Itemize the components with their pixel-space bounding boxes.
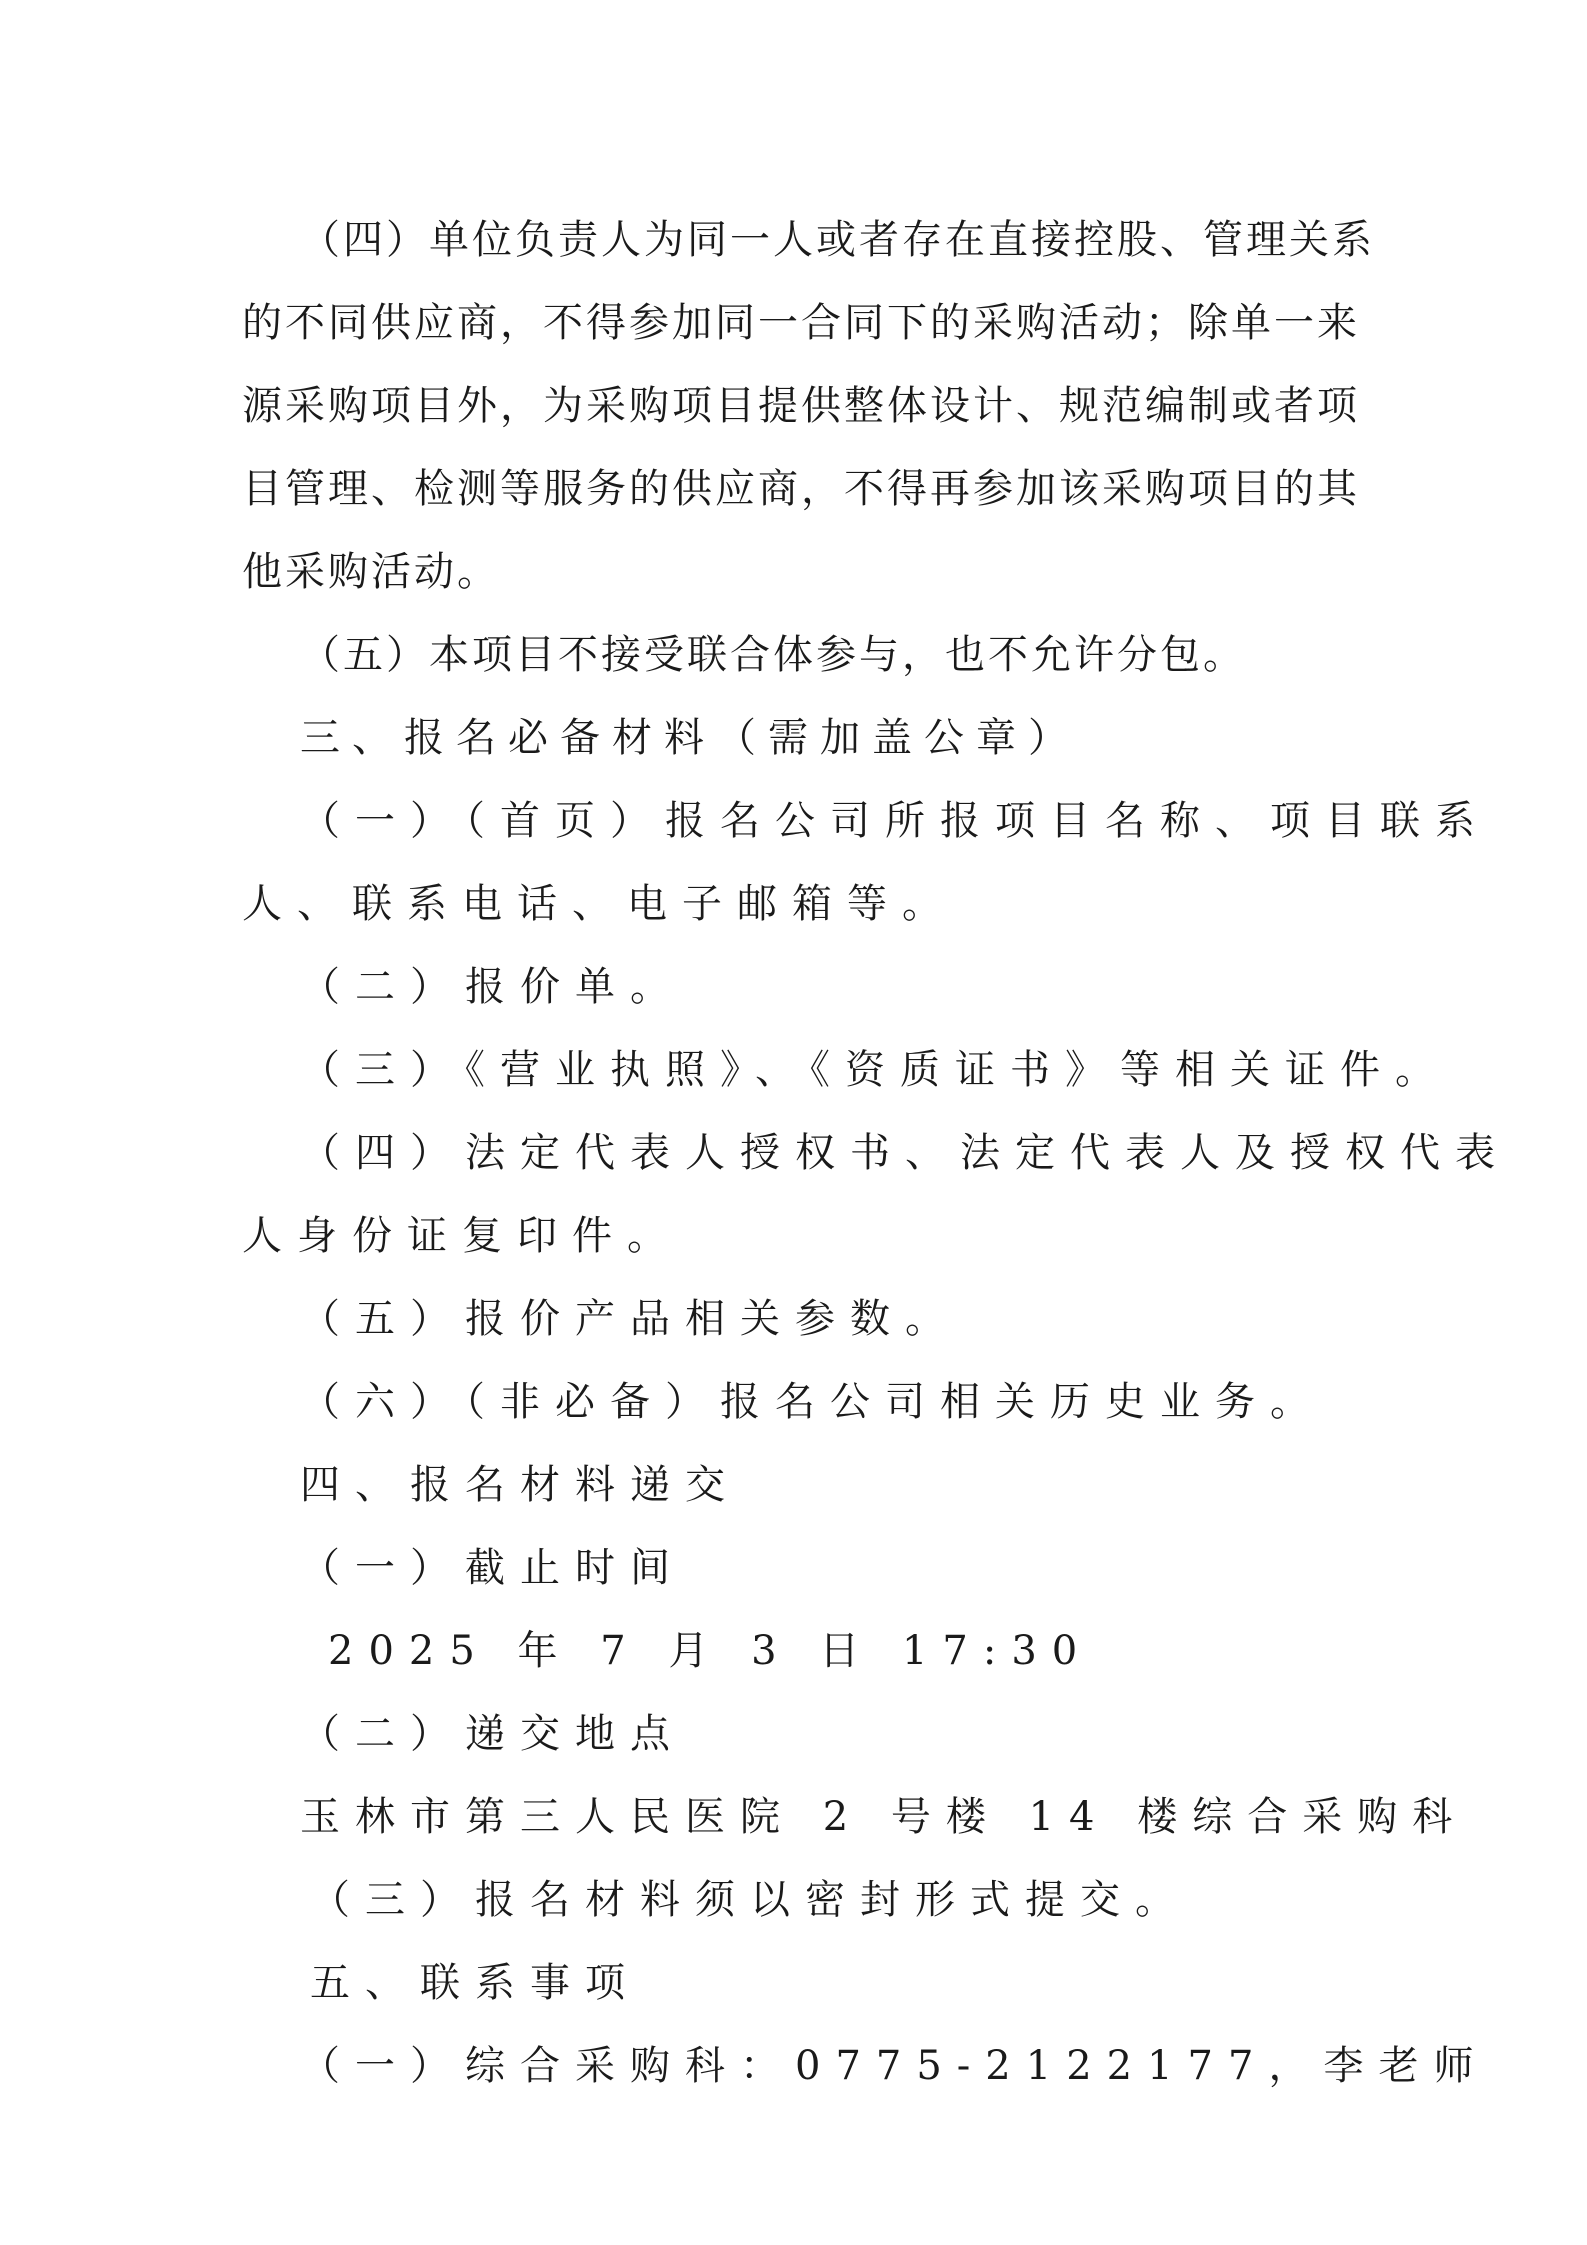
paragraph-line: 源采购项目外，为采购项目提供整体设计、规范编制或者项: [242, 383, 1360, 429]
paragraph-line: 他采购活动。: [242, 549, 500, 595]
section-heading: 四、报名材料递交: [300, 1462, 740, 1508]
paragraph-line: （二）递交地点: [300, 1711, 685, 1757]
paragraph-line: （二）报价单。: [300, 964, 685, 1010]
paragraph-line: （六）（非必备）报名公司相关历史业务。: [300, 1379, 1325, 1425]
paragraph-line: 人、联系电话、电子邮箱等。: [242, 881, 957, 927]
section-heading: 三、报名必备材料（需加盖公章）: [300, 715, 1080, 761]
paragraph-line: （三）《营业执照》、《资质证书》等相关证件。: [300, 1047, 1450, 1093]
paragraph-line: 玉林市第三人民医院 2 号楼 14 楼综合采购科: [300, 1794, 1468, 1840]
paragraph-line: （五）本项目不接受联合体参与，也不允许分包。: [300, 632, 1246, 678]
paragraph-line: （五）报价产品相关参数。: [300, 1296, 960, 1342]
paragraph-line: （三）报名材料须以密封形式提交。: [310, 1877, 1190, 1923]
paragraph-line: 2025 年 7 月 3 日 17:30: [328, 1628, 1093, 1674]
paragraph-line: 人身份证复印件。: [242, 1213, 682, 1259]
paragraph-line: （一）综合采购科：0775-2122177，李老师: [300, 2043, 1489, 2089]
paragraph-line: （一）截止时间: [300, 1545, 685, 1591]
paragraph-line: （四）法定代表人授权书、法定代表人及授权代表: [300, 1130, 1510, 1176]
paragraph-line: （一）（首页）报名公司所报项目名称、项目联系: [300, 798, 1490, 844]
paragraph-line: （四）单位负责人为同一人或者存在直接控股、管理关系: [300, 217, 1375, 263]
section-heading: 五、联系事项: [310, 1960, 640, 2006]
paragraph-line: 的不同供应商，不得参加同一合同下的采购活动；除单一来: [242, 300, 1360, 346]
paragraph-line: 目管理、检测等服务的供应商，不得再参加该采购项目的其: [242, 466, 1360, 512]
